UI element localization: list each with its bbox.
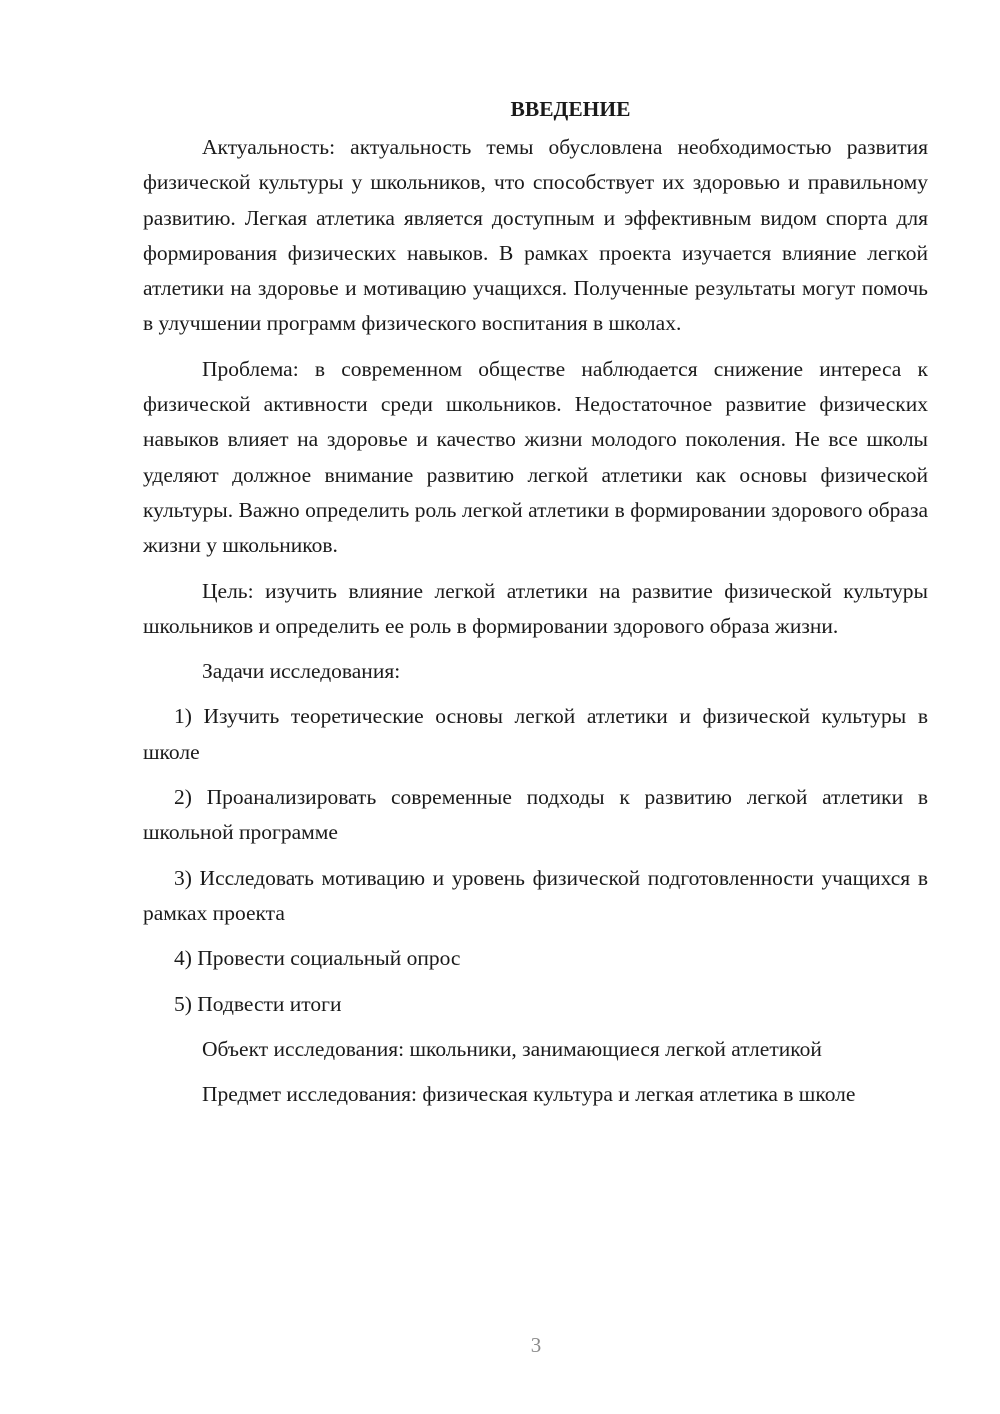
research-object: Объект исследования: школьники, занимающиеся легкой атлетикой xyxy=(202,1036,822,1061)
document-page xyxy=(143,92,928,1122)
relevance-paragraph: Актуальность: актуальность темы обусловлена необходимостью развития физической культуры у школьников, что способствует их здоровью и правильному развитию. Легкая атлетика является доступным и эффективным видом спорта для формирования физических навыков. В рамках проекта изучается влияние легкой атлетики на здоровье и мотивацию учащихся. Полученные результаты могут помочь в улучшении программ физического воспитания в школах. xyxy=(143,135,928,336)
research-subject: Предмет исследования: физическая культура и легкая атлетика в школе xyxy=(202,1082,856,1107)
task-item-3: 3) Исследовать мотивацию и уровень физической подготовленности учащихся в рамках проекта xyxy=(143,865,928,925)
page-number: 3 xyxy=(530,1333,542,1357)
task-item-2: 2) Проанализировать современные подходы к развитию легкой атлетики в школьной программе xyxy=(143,785,928,845)
task-item-1: 1) Изучить теоретические основы легкой атлетики и физической культуры в школе xyxy=(143,704,928,764)
section-title: ВВЕДЕНИЕ xyxy=(510,97,631,121)
task-item-4: 4) Провести социальный опрос xyxy=(174,946,461,971)
tasks-heading: Задачи исследования: xyxy=(202,659,401,684)
problem-paragraph: Проблема: в современном обществе наблюдается снижение интереса к физической активности среди школьников. Недостаточное развитие физических навыков влияет на здоровье и качество жизни молодого поколения. Не все школы уделяют должное внимание развитию легкой атлетики как основы физической культуры. Важно определить роль легкой атлетики в формировании здорового образа жизни у школьников. xyxy=(143,356,928,558)
goal-paragraph: Цель: изучить влияние легкой атлетики на развитие физической культуры школьников и определить ее роль в формировании здорового образа жизни. xyxy=(143,578,928,638)
task-item-5: 5) Подвести итоги xyxy=(174,991,342,1016)
